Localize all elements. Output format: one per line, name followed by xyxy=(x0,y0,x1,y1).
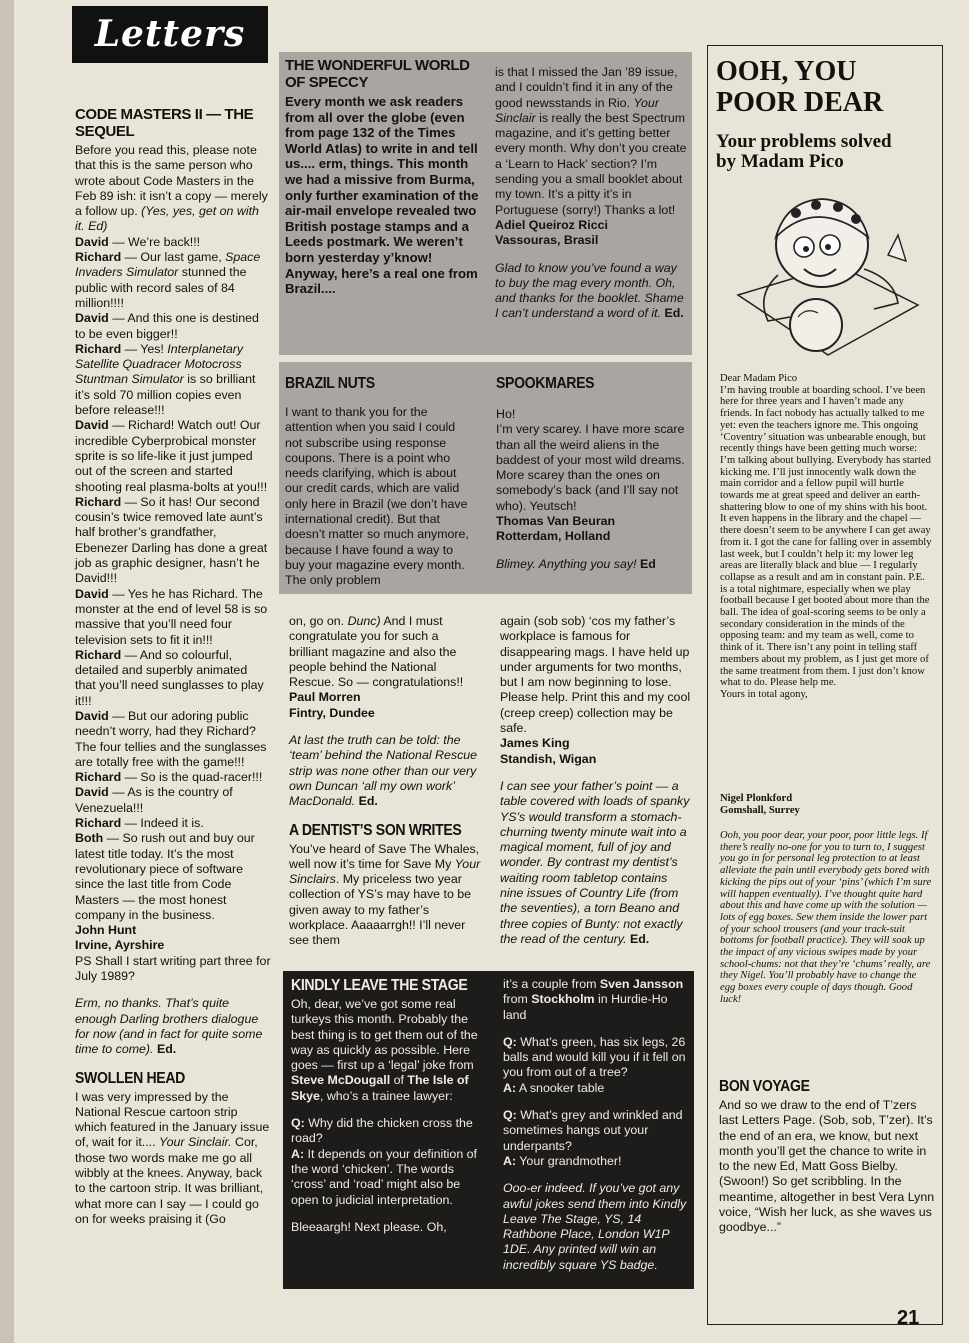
speaker: David xyxy=(75,586,109,601)
col2-cont-a: on, go on. xyxy=(289,614,348,628)
speccy-reply-ed: Ed. xyxy=(664,306,684,321)
a2-label: A: xyxy=(503,1080,517,1095)
col2-sig-name: Paul Morren xyxy=(289,690,361,705)
heading-spookmares: SPOOKMARES xyxy=(496,375,595,392)
intro-text: Before you read this, please note that this is the same person who wrote about Code Masters in the Feb 89 ish: it isn’t a copy — merely a follow up. xyxy=(75,143,268,219)
q3-label: Q: xyxy=(503,1108,517,1123)
a2-text: A snooker table xyxy=(518,1080,605,1095)
spook-reply xyxy=(496,557,688,572)
stage-place1: The Isle of Skye xyxy=(291,1073,469,1103)
cont-a: is that I missed the Jan ’89 issue, and I couldn’t find it in any of the good newsstands in Rio. xyxy=(495,65,678,110)
line-text: — So rush out and buy our latest title today. It’s the most revolutionary piece of software since the last title from Code Masters — the most honest company in the business. xyxy=(75,831,255,922)
a3-label: A: xyxy=(503,1153,517,1168)
dialogue-line xyxy=(75,495,271,587)
a1-label: A: xyxy=(291,1146,305,1161)
heading-speccy: THE WONDERFUL WORLD OF SPECCY xyxy=(285,57,470,91)
column-3-lower xyxy=(500,614,692,947)
dent-b: . My priceless two year collection of YS’s may have to be given away to my father’s workplace. Aaaaarrgh!! I’ll never see them xyxy=(289,872,472,948)
dialogue-line xyxy=(75,587,271,648)
col2-reply-text: At last the truth can be told: the ‘team’ behind the National Rescue strip was none other than our very own Duncan ‘all my own work’ MacDonald. xyxy=(289,733,478,809)
pico-title: OOH, YOU POOR DEAR xyxy=(716,56,884,118)
speccy-sig-name: Adiel Queiroz Ricci xyxy=(495,217,608,232)
dialogue-line xyxy=(75,785,271,816)
line-text: — Richard! Watch out! Our incredible Cyberprobical monster sprite is so life-like it just jumped out of the screen and started shooting real plasma-bolts at you!!! xyxy=(75,418,268,494)
col2-cont-b: And I must congratulate you for such a brilliant magazine and also the people behind the National Rescue. So — congratulations!! xyxy=(289,614,464,690)
speaker: Richard xyxy=(75,494,122,509)
line-text: — And so colourful, detailed and superbly animated that you’ll need sunglasses to play it!!! xyxy=(75,647,264,708)
signature-name: John Hunt xyxy=(75,923,137,938)
stage-place2: Stockholm xyxy=(531,992,595,1007)
spookmares xyxy=(496,375,688,572)
dialogue-line xyxy=(75,709,271,770)
speccy-intro xyxy=(285,57,480,297)
editor-reply xyxy=(75,996,271,1057)
speaker: Richard xyxy=(75,770,122,785)
line-italic: Interplanetary Satellite Quadracer Motocross Stuntman Simulator xyxy=(75,341,244,387)
brazil-nuts xyxy=(285,375,475,589)
dialogue-line xyxy=(75,418,271,494)
logo-text: Letters xyxy=(94,13,246,55)
heading-brazil-nuts: BRAZIL NUTS xyxy=(285,375,375,392)
swollen-b: Cor, those two words make me go all wibbly at the knees. Anyway, back to the cartoon strip. It was brilliant, what more can I say — I could go on for weeks praising it (Go xyxy=(75,1135,264,1226)
stage-left xyxy=(291,977,486,1235)
swollen-a: I was very impressed by the National Rescue cartoon strip which featured in the January issue of, wait for it.... xyxy=(75,1089,270,1150)
dialogue-line xyxy=(75,831,271,923)
line-text: — And this one is destined to be even bigger!! xyxy=(75,311,259,341)
line-text: — But our adoring public needn’t worry, had they Richard? The four tellies and the sunglasses are totally free with the game!!! xyxy=(75,708,267,769)
line-text: — So it has! Our second cousin’s twice removed late aunt’s half brother’s grandfather, Ebenezer Darling has done a great job as graphic designer, hasn’t he David!!! xyxy=(75,494,268,586)
code-masters-intro xyxy=(75,143,271,235)
cont-i: Your Sinclair xyxy=(495,95,659,125)
col2-reply xyxy=(289,733,481,809)
dent-a: You’ve heard of Save The Whales, well now it’s time for Save My xyxy=(289,841,480,871)
dialogue-line xyxy=(75,235,271,250)
stage-intro-a: Oh, dear, we’ve got some real turkeys this month. Probably the best thing is to get them out of the way as quickly as possible. Here goes — first up a ‘legal’ joke from xyxy=(291,997,478,1073)
line-text-2: stunned the public with record sales of 84 million!!!! xyxy=(75,265,247,310)
line-text-2: is so brilliant it’s sold 70 million copies even before release!!! xyxy=(75,372,256,418)
speccy-reply-text: Glad to know you’ve found a way to buy the mag every month. Oh, and thanks for the booklet. Shame I can’t understand a word of it. xyxy=(495,260,684,321)
pico-signature xyxy=(720,793,932,816)
speccy-sig-place: Vassouras, Brasil xyxy=(495,233,599,248)
col3-reply-ed: Ed. xyxy=(629,931,650,946)
postscript: PS Shall I start writing part three for July 1989? xyxy=(75,953,271,984)
col2-cont-i: Dunc) xyxy=(347,614,381,628)
heading-stage: KINDLY LEAVE THE STAGE xyxy=(291,977,468,994)
stage-name1: Steve McDougall xyxy=(291,1073,391,1088)
line-text: — So is the quad-racer!!! xyxy=(121,770,263,785)
col3-sig-place: Standish, Wigan xyxy=(500,751,597,766)
line-text: — Our last game, xyxy=(121,250,226,265)
stage-cont-b: from xyxy=(503,992,532,1007)
signature-place: Irvine, Ayrshire xyxy=(75,938,165,953)
dialogue-line xyxy=(75,250,271,311)
pico-header xyxy=(716,56,938,172)
q2-label: Q: xyxy=(503,1034,517,1049)
stage-outro: Ooo-er indeed. If you’ve got any awful jokes send them into Kindly Leave The Stage, YS, 14 Rathbone Place, London W1P 1DE. Any printed will win an incredibly square YS badge. xyxy=(503,1181,687,1272)
col3-cont: again (sob sob) ‘cos my father’s workplace is famous for disappearing mags. I have held up under arguments for two months, but I am now beginning to lose. Please help. Print this and my cool (creep creep) collection may be safe. xyxy=(500,614,691,736)
pico-reply: Ooh, you poor dear, your poor, poor little legs. If there’s really no-one for you to turn to, I suggest you go in for personal leg protection to at least alleviate the pain until everybody gets bored with kicking the pips out of your ‘pins’ (which I’m sure will happen eventually). I’ve thought quite hard about this and have come up with the solution — lots of egg boxes. Sew them inside the lower part of your school trousers (and your track-suit bottoms for football practice). They will soak up the impact of any vicious swipes made by your school-chums: not that they’re ‘chums’ really, are they Nigel. You’ll probably have to change the egg boxes every couple of days though. Good luck! xyxy=(720,830,932,1005)
letters-logo xyxy=(72,6,268,63)
speaker: David xyxy=(75,418,109,433)
stage-intro-c: , who’s a trainee lawyer: xyxy=(319,1088,453,1103)
dialogue-line xyxy=(75,816,271,831)
swollen-body xyxy=(75,1090,271,1228)
speaker: David xyxy=(75,234,109,249)
cont-b: is really the best Spectrum magazine, and it’s getting better every month. Why don’t you create a ‘Learn to Hack’ section? I’m sending you a small booklet about my town. It’s a pitty it’s in Portuguese (sorry!) Thanks a lot! xyxy=(495,110,687,217)
heading-dentist: A DENTIST’S SON WRITES xyxy=(289,821,462,839)
stage-next: Bleeaargh! Next please. Oh, xyxy=(291,1219,447,1234)
speaker: Richard xyxy=(75,647,122,662)
dialogue-line xyxy=(75,342,271,418)
line-text: — Indeed it is. xyxy=(121,816,204,831)
col2-reply-ed: Ed. xyxy=(358,794,378,809)
heading-bon-voyage: BON VOYAGE xyxy=(719,1078,810,1095)
q1-label: Q: xyxy=(291,1116,305,1131)
stage-name2: Sven Jansson xyxy=(599,977,684,991)
speccy-reply xyxy=(495,261,690,322)
line-text: — Yes he has Richard. The monster at the end of level 58 is so massive that you’ll need four television sets to fit it in!!! xyxy=(75,586,268,647)
a3-text: Your grandmother! xyxy=(519,1153,622,1168)
dialogue-line xyxy=(75,311,271,342)
page-number: 21 xyxy=(897,1307,920,1329)
dent-i: Your Sinclairs xyxy=(289,856,481,887)
madam-pico-cartoon-icon xyxy=(718,185,934,365)
q3-text: What’s grey and wrinkled and sometimes hangs out your underpants? xyxy=(503,1108,683,1153)
column-1 xyxy=(75,106,271,1227)
dialogue xyxy=(75,235,271,923)
speaker: Richard xyxy=(75,250,122,265)
spook-sig-place: Rotterdam, Holland xyxy=(496,529,611,544)
col3-sig-name: James King xyxy=(500,736,570,751)
bon-voyage xyxy=(719,1078,935,1236)
line-text: — We’re back!!! xyxy=(108,234,201,249)
page-gutter xyxy=(0,0,14,1343)
stage-cont-c: in Hurdie-Ho land xyxy=(503,992,668,1022)
stage-intro-b: of xyxy=(390,1073,408,1088)
spook-hol: Ho! xyxy=(496,407,516,421)
stage-right xyxy=(503,977,691,1273)
col3-reply xyxy=(500,779,692,947)
spook-body: I’m very scarey. I have more scare than all the weird aliens in the baddest of your most wild dreams. More scarey than the ones on somebody’s back (and I’ll say not who). Yeutsch! xyxy=(496,422,685,513)
heading-swollen-head: SWOLLEN HEAD xyxy=(75,1069,185,1087)
reply-text: Erm, no thanks. That’s quite enough Darling brothers dialogue for now (and in fact for quite some time to come). xyxy=(75,996,263,1057)
pico-letter: Dear Madam Pico I’m having trouble at boarding school. I’ve been here for three years and I haven’t made any friends. In fact nobody has actually talked to me yet: even the teachers ignore me. This ongoing ‘Coventry’ situation was unbearable enough, but recently things have been getting much worse: I’m talking about bullying. Everybody has started kicking me. I’ll just innocently walk down the main corridor and a fellow pupil will hurtle towards me at great speed and deliver an earth-shattering blow to one of my shins with his boot. It even happens in the library and the chapel — there doesn’t seem to be anywhere I can get away from it. I got the cane for falling over in assembly last week, but I couldn’t help it: my lower leg areas are literally black and blue — I regularly collapse as a result and am in constant pain. P.E. is a total nightmare, especially when we play football because I get booted about more than the ball. The idea of goal-scoring seems to be only a secondary consideration in the minds of the opposing team: and my team as well, come to think of it. There isn’t any point in telling staff members about my problem, as I just get more of the same treatment from them. I just don’t know what to do. Please help me. Yours in total agony, xyxy=(720,373,932,700)
spook-sig-name: Thomas Van Beuran xyxy=(496,514,616,529)
speccy-continued xyxy=(495,65,690,322)
swollen-i: Your Sinclair. xyxy=(159,1135,232,1150)
speaker: David xyxy=(75,785,109,800)
heading-code-masters: CODE MASTERS II — THE SEQUEL xyxy=(75,106,254,140)
dialogue-line xyxy=(75,770,271,785)
pico-sig-place: Gomshall, Surrey xyxy=(720,804,800,816)
speaker: David xyxy=(75,708,109,723)
spook-reply-text: Blimey. Anything you say! xyxy=(496,556,637,571)
line-italic: Space Invaders Simulator xyxy=(75,250,261,280)
line-text: — Yes! xyxy=(121,341,168,356)
speaker: Both xyxy=(75,831,104,846)
column-2-lower xyxy=(289,614,481,949)
a1-text: It depends on your definition of the word ‘chicken’. The words ‘cross’ and ‘road’ might also be open to judicial interpretation. xyxy=(291,1146,477,1207)
dialogue-line xyxy=(75,648,271,709)
q2-text: What’s green, has six legs, 26 balls and would kill you if it fell on you from out of a tree? xyxy=(503,1034,686,1080)
brazil-body: I want to thank you for the attention when you said I could not subscribe using response coupons. There is a point who needs clarifying, which is about our credit cards, which are valid only here in Brazil (we don’t have international credit). But that doesn’t matter so much anymore, because I have found a way to buy your magazine every month. The only problem xyxy=(285,405,469,588)
pico-subtitle: Your problems solved by Madam Pico xyxy=(716,131,892,172)
col2-sig-place: Fintry, Dundee xyxy=(289,705,375,720)
speccy-body: Every month we ask readers from all over the globe (even from page 132 of the Times World Atlas) to write in and tell us.... erm, things. This month we had a missive from Burma, only further examination of the air-mail envelope revealed two British postage stamps and a Leeds postmark. We weren’t born yesterday y’know! Anyway, here’s a real one from Brazil.... xyxy=(285,94,479,297)
spook-reply-ed: Ed xyxy=(639,556,656,571)
q1-text: Why did the chicken cross the road? xyxy=(291,1116,473,1146)
col3-reply-text: I can see your father’s point — a table covered with loads of spanky YS’s would transform a stomach-churning twenty minute wait into a magical moment, full of joy and wonder. By contrast my dentist’s waiting room tabletop contains nine issues of Country Life (from the seventies), a torn Beano and three copies of Bunty: not exactly the read of the century. xyxy=(500,778,690,946)
reply-ed: Ed. xyxy=(156,1042,177,1057)
bon-body: And so we draw to the end of T’zers last Letters Page. (Sob, sob, T’zer). It’s the end of an era, we know, but next month you’ll get the chance to write in to the new Ed, Matt Goss Bielby. (Swoon!) So get scribbling. In the meantime, altogether in best Vera Lynn voice, “Wish her luck, as she waves us goodbye...” xyxy=(719,1098,935,1235)
speaker: Richard xyxy=(75,816,122,831)
speaker: Richard xyxy=(75,341,122,356)
speaker: David xyxy=(75,311,109,326)
intro-ed: (Yes, yes, get on with it. Ed) xyxy=(75,204,259,234)
line-text: — As is the country of Venezuela!!! xyxy=(75,785,233,815)
stage-cont-a: it’s a couple from xyxy=(503,977,600,991)
pico-sig-name: Nigel Plonkford xyxy=(720,793,793,804)
